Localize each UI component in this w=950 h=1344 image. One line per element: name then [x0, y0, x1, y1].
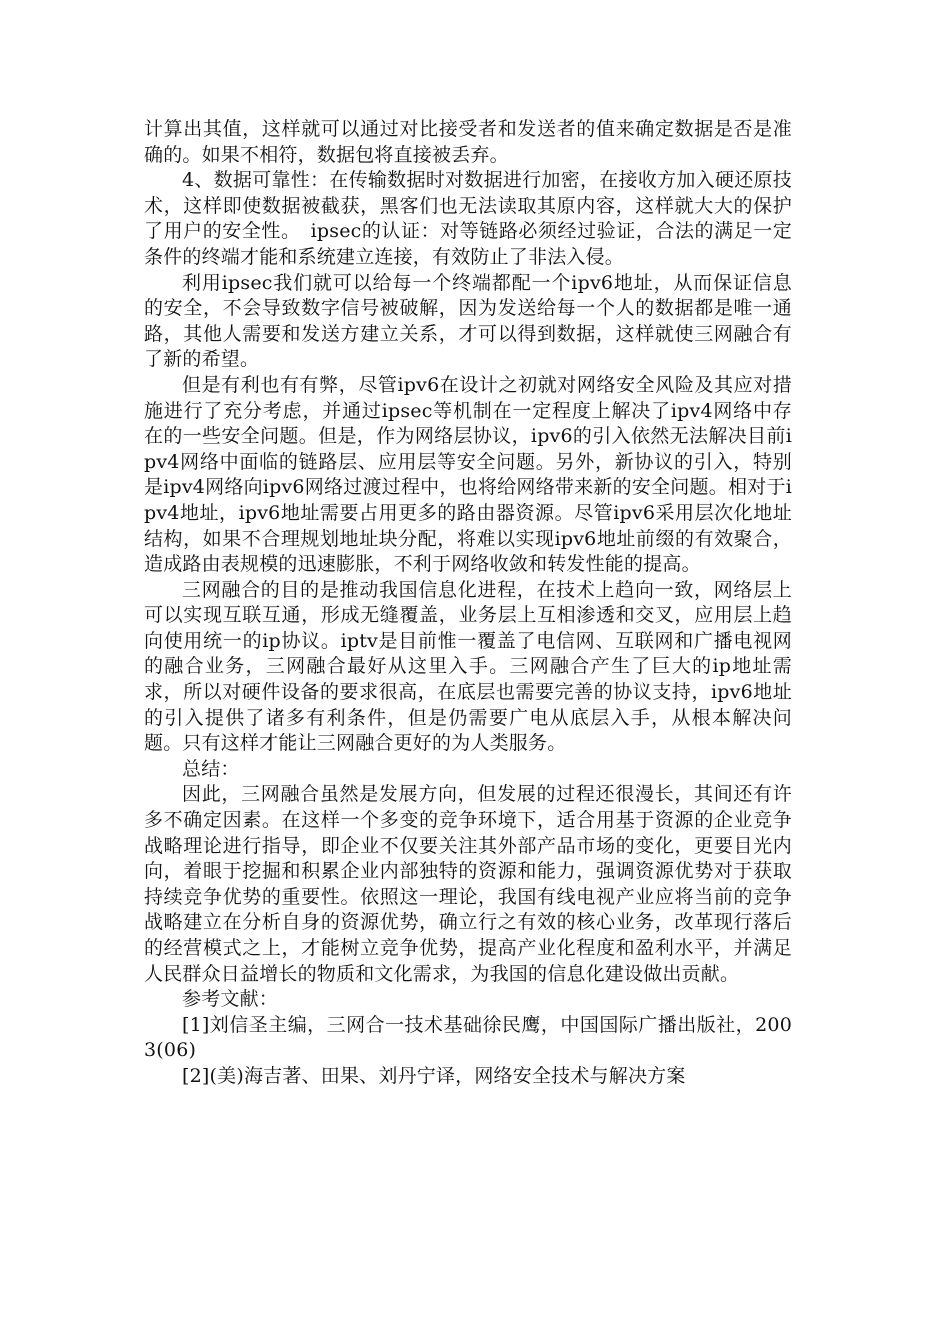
paragraph-summary: 因此，三网融合虽然是发展方向，但发展的过程还很漫长，其间还有许多不确定因素。在这样一个多变的竞争环境下，适合用基于资源的企业竞争战略理论进行指导，即企业不仅要关注其外部产品市场的变化，更要目光内向，着眼于挖掘和积累企业内部独特的资源和能力，强调资源优势对于获取持续竞争优势的重要性。依照这一理论，我国有线电视产业应将当前的竞争战略建立在分析自身的资源优势，确立行之有效的核心业务，改革现行落后的经营模式之上，才能树立竞争优势，提高产业化程度和盈利水平，并满足人民群众日益增长的物质和文化需求，为我国的信息化建设做出贡献。	[144, 783, 792, 985]
paragraph-checksum: 计算出其值，这样就可以通过对比接受者和发送者的值来确定数据是否是准确的。如果不相符，数据包将直接被丢弃。	[144, 118, 792, 166]
summary-heading: 总结：	[182, 757, 240, 780]
references-heading: 参考文献：	[182, 988, 279, 1011]
document-body	[144, 117, 792, 1090]
paragraph-convergence-goal: 三网融合的目的是推动我国信息化进程，在技术上趋向一致，网络层上可以实现互联互通，形成无缝覆盖，业务层上互相渗透和交叉，应用层上趋向使用统一的ip协议。iptv是目前惟一覆盖了电信网、互联网和广播电视网的融合业务，三网融合最好从这里入手。三网融合产生了巨大的ip地址需求，所以对硬件设备的要求很高，在底层也需要完善的协议支持，ipv6地址的引入提供了诸多有利条件，但是仍需要广电从底层入手，从根本解决问题。只有这样才能让三网融合更好的为人类服务。	[144, 578, 792, 755]
paragraph-pros-cons: 但是有利也有有弊，尽管ipv6在设计之初就对网络安全风险及其应对措施进行了充分考虑，并通过ipsec等机制在一定程度上解决了ipv4网络中存在的一些安全问题。但是，作为网络层协议，ipv6的引入依然无法解决目前ipv4网络中面临的链路层、应用层等安全问题。另外，新协议的引入，特别是ipv4网络向ipv6网络过渡过程中，也将给网络带来新的安全问题。相对于ipv4地址，ipv6地址需要占用更多的路由器资源。尽管ipv6采用层次化地址结构，如果不合理规划地址块分配，将难以实现ipv6地址前缀的有效聚合，造成路由表规模的迅速膨胀，不利于网络收敛和转发性能的提高。	[144, 373, 792, 576]
reference-item-2: [2](美)海吉著、田果、刘丹宁译，网络安全技术与解决方案	[182, 1064, 686, 1087]
paragraph-ipsec-usage: 利用ipsec我们就可以给每一个终端都配一个ipv6地址，从而保证信息的安全，不会导致数字信号被破解，因为发送给每一个人的数据都是唯一通路，其他人需要和发送方建立关系，才可以得到数据，这样就使三网融合有了新的希望。	[144, 271, 792, 371]
paragraph-data-reliability: 4、数据可靠性：在传输数据时对数据进行加密，在接收方加入硬还原技术，这样即使数据被截获，黑客们也无法读取其原内容，这样就大大的保护了用户的安全性。 ipsec的认证：对等链路必须经过验证，合法的满足一定条件的终端才能和系统建立连接，有效防止了非法入侵。	[144, 169, 792, 268]
reference-item-1: [1]刘信圣主编，三网合一技术基础徐民鹰，中国国际广播出版社，2003(06)	[144, 1013, 792, 1062]
